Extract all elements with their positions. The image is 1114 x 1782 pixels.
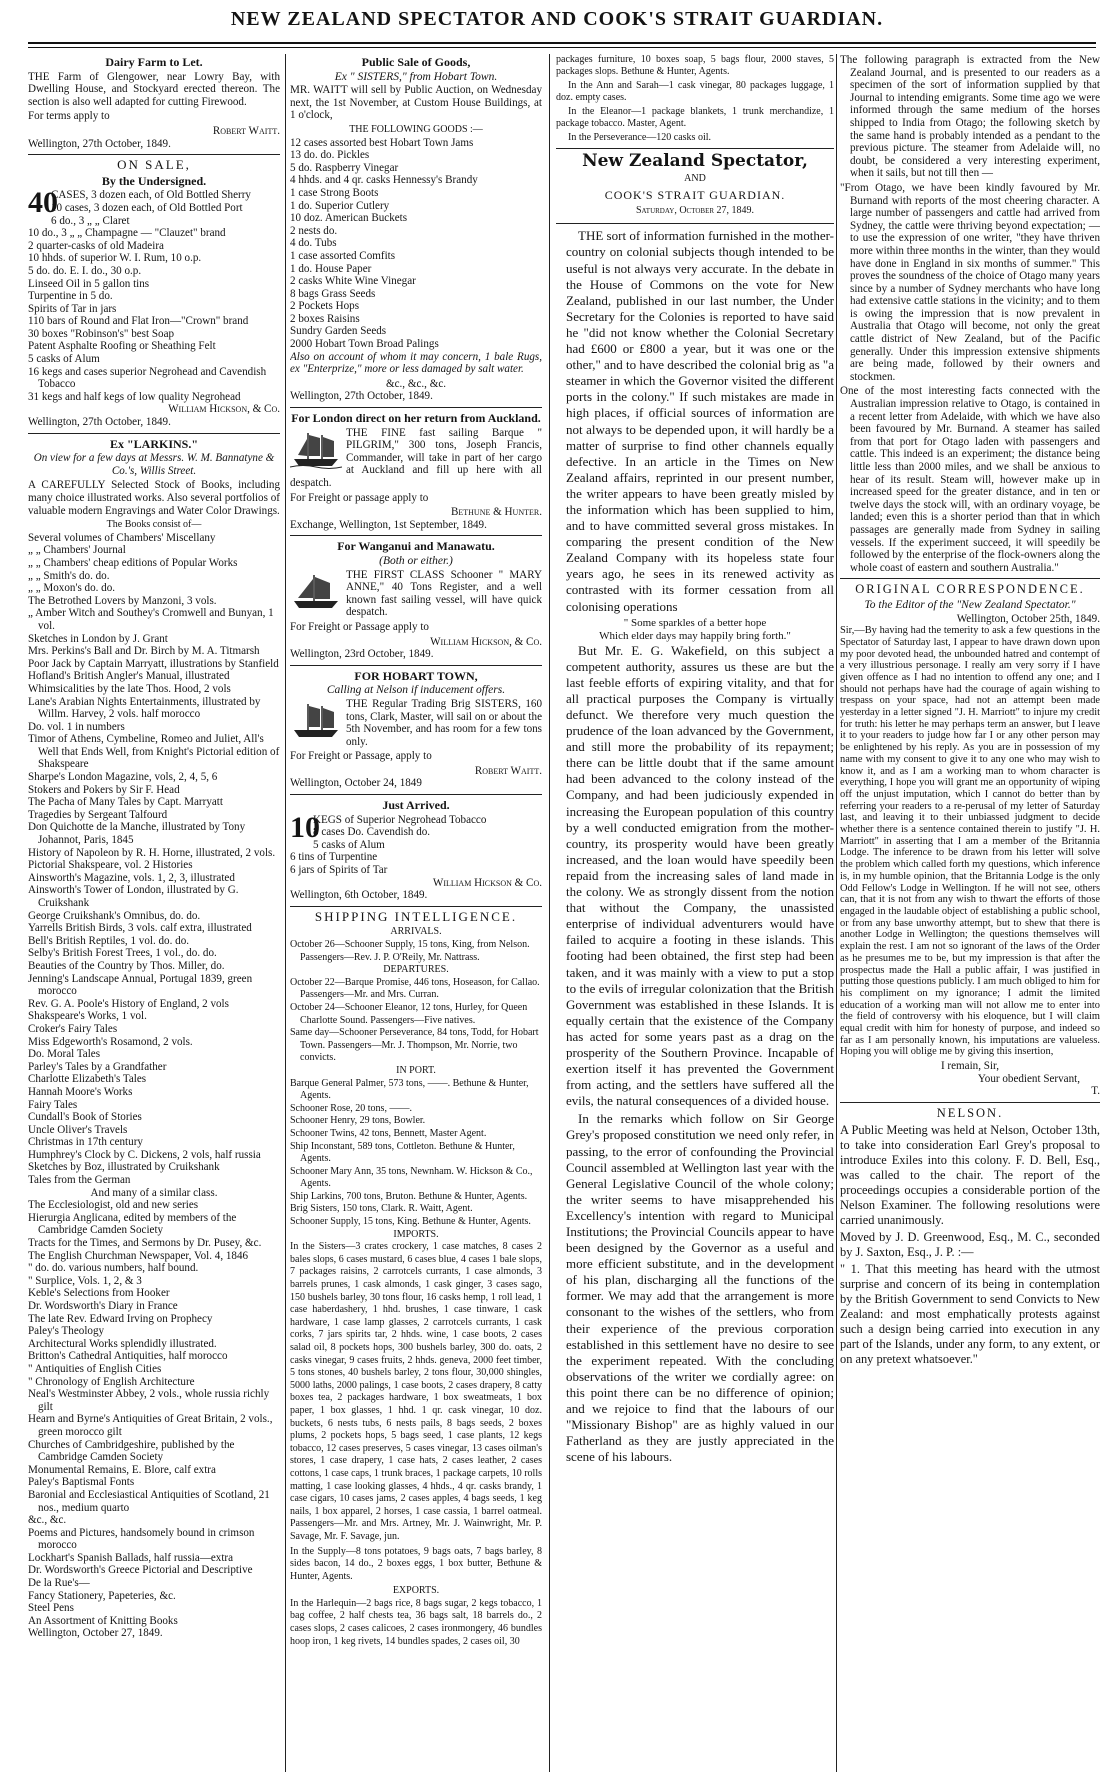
- paper-title-and: AND: [684, 173, 706, 185]
- list-item: Schooner Twins, 42 tons, Bennett, Master Agent.: [290, 1127, 487, 1139]
- list-item: 2 quarter-casks of old Madeira: [28, 239, 164, 252]
- list-item: 6 jars of Spirits of Tar: [290, 864, 388, 877]
- section-title: ORIGINAL CORRESPONDENCE.: [855, 582, 1085, 597]
- list-item: 5 casks of Alum: [313, 838, 385, 851]
- ad-date: Exchange, Wellington, 1st September, 1849.: [290, 518, 487, 531]
- list-item: „ „ Moxon's do. do.: [28, 582, 116, 595]
- list-item: Ship Larkins, 700 tons, Bruton. Bethune & Hunter, Agents.: [290, 1190, 528, 1202]
- list-item: Dr. Wordsworth's Greece Pictorial and Descriptive: [28, 1564, 253, 1577]
- list-item: Linseed Oil in 5 gallon tins: [28, 277, 150, 290]
- list-item: 1 do. House Paper: [290, 262, 372, 275]
- ad-intro: A CAREFULLY Selected Stock of Books, including many choice illustrated works. Also several portfolios of valuable modern Engravings and Water Color Drawings.: [28, 479, 280, 517]
- sale-list: [28, 186, 280, 403]
- separator: [28, 433, 280, 434]
- list-item: The Ecclesiologist, old and new series: [28, 1199, 199, 1212]
- ad-title: ON SALE,: [117, 157, 191, 173]
- list-item: Charlotte Elizabeth's Tales: [28, 1073, 147, 1086]
- list-item: Do. vol. 1 in numbers: [28, 720, 125, 733]
- public-sale-ad: [290, 56, 542, 403]
- ad-following: THE FOLLOWING GOODS :—: [349, 123, 483, 135]
- on-sale-ad: [28, 159, 280, 428]
- imports-text: In the Sisters—3 crates crockery, 1 case matches, 8 cases 2 bales slops, 6 cases mustard, 6 cases blue, 4 cases 1 bale slops, 7 packages raisins, 2 carrotcels currants, 1 case almonds, 3 barrels prunes, 1 cask almonds, 1 cask ginger, 3 cases sago, 150 bushels barley, 30 tons flour, 16 casks hemp, 1 roll lead, 1 case haberdashery, 1 hhd. brushes, 1 case tinware, 1 cask hardware, 1 case lamp glasses, 2 carrotcels currants, 1 cask corks, 7 jars spirits tar, 2 hhds. wine, 1 case boots, 2 cases salad oil, 8 pockets hops, 300 bushels barley, 300 do. oats, 2 casks vinegar, 9 cases fruits, 2 hhds. geneva, 2000 feet timber, 5 tons stones, 40 bushels barley, 2 tons flour, 30,000 shingles, 5000 laths, 2000 palings, 1 case boots, 2 cases drapery, 8 catty boxes tea, 2 packages hardware, 1 box sweatmeats, 1 box paper, 1 box glasses, 1 hhd. 1 qr. cask vinegar, 10 doz. buckets, 6 nests tubs, 6 nests pails, 8 bags seeds, 2 boxes plums, 2 pockets hops, 5 bags seed, 1 case plants, 12 kegs tobacco, 12 cases preserves, 5 cases vinegar, 13 cases oilman's stores, 1 case drapery, 1 case hats, 2 cases leather, 2 cases cottons, 1 case caps, 1 trunk braces, 1 package carpets, 10 rolls matting, 1 case looking glasses, 4 hhds., 4 qr. casks brandy, 1 case cigars, 10 cases jams, 2 cases apples, 4 bags seeds, 1 keg nails, 1 box apparel, 2 horses, 1 case cassia, 1 barrel oatmeal. Passengers—Mr. and Mrs. Artney, Mr. J. Wainwright, Mr. P. Savage, Mr. F. Savage, jun.: [290, 1241, 542, 1542]
- list-item: Hofland's British Angler's Manual, illustrated: [28, 670, 230, 683]
- letter-body: Sir,—By having had the temerity to ask a few questions in the Spectator of Saturday last, I appear to have drawn down upon my poor devoted head, the unbounded hatred and contempt of a very illustrious personage. I really am very sorry if I have given offence as I had no intention to offend any one; and I should not perhaps have had the courage of again wishing to trespass on your space, had not an attempt been made yesterday in a letter signed "J. H. Marriott" to injure my credit for truth: his letter he may perhaps term an answer, but I leave it to your readers to judge how far I or any other person may be enlightened by his reply. As you are in possession of my name with my consent to give it to any one who may wish to know it, and as I am a working man to whom character is everything, I hope you will grant me an opportunity of wiping off the unjust imputation, which I cannot do better than by referring your readers to a re-perusal of my letter of Saturday last, and leaving it to their unbiassed judgment to decide whether there is a sentence contained therein to justify "J. H. Marriott" in asserting that I am a member of the Britannia Lodge. The inference to be drawn from his letter will solve the problem which called forth my questions, which inference is, in my humble opinion, that the Britannia Lodge is the only Odd Fellow's Lodge in Wellington. If he will not see, others can, that it is not from any wish to thwart the efforts of those engaged in the laudable object of establishing a public school, or from any base unworthy attempt, but to shew that there is another Lodge in Wellington; the questions themselves will explain the rest. I am not so ignorant of the laws of the Order as he presumes me to be, but my impression is that after the prospectus made the Hall a public affair, I was justified in putting those questions publicly. I am much obliged to him for his compliment on my ignorance; I admit the limited education of a working man will not allow me to enter into the field of controversy with his eloquence, but I will claim equal credit with him for honesty of purpose, and indeed so far as I am personally known, his imputations are valueless. Hoping you will oblige me by giving this insertion,: [840, 625, 1100, 1058]
- ad-freight: For Freight or Passage, apply to: [290, 750, 432, 763]
- list-item: October 26—Schooner Supply, 15 tons, King, from Nelson. Passengers—Rev. J. P. O'Reily, Mr. Nattrass.: [290, 939, 530, 963]
- ad-body: THE FIRST CLASS Schooner " MARY ANNE," 40 Tons Register, and a well known fast sailing vessel, will have quick despatch.: [346, 568, 542, 619]
- list-item: Dr. Wordsworth's Diary in France: [28, 1300, 178, 1312]
- exports-continued: In the Eleanor—1 package blankets, 1 trunk merchandize, 1 package tobacco. Master, Agent.: [556, 106, 834, 129]
- arrivals-list: [290, 939, 542, 964]
- list-item: 8 bags Grass Seeds: [290, 287, 376, 300]
- editorial-text-2: [556, 643, 834, 1466]
- ad-body: THE Regular Trading Brig SISTERS, 160 tons, Clark, Master, will sail on or about the 5th November, and has room for a few tons only.: [346, 697, 542, 748]
- ad-body: THE FINE fast sailing Barque " PILGRIM," 300 tons, Joseph Francis, Commander, will take in part of her cargo at Auckland and fill up here with all despatch.: [290, 426, 542, 489]
- list-item: Britton's Cathedral Antiquities, half morocco: [28, 1350, 228, 1363]
- list-item: Jenning's Landscape Annual, Portugal 1839, green morocco: [28, 972, 253, 998]
- list-item: The English Churchman Newspaper, Vol. 4, 1846: [28, 1249, 249, 1262]
- list-item: 2 casks White Wine Vinegar: [290, 275, 416, 288]
- list-item: An Assortment of Knitting Books: [28, 1614, 178, 1627]
- ad-title: For London direct on her return from Auckland.: [291, 411, 541, 426]
- list-item: 1 case assorted Comfits: [290, 249, 396, 262]
- list-item: " Chronology of English Architecture: [28, 1375, 195, 1388]
- separator: [290, 535, 542, 536]
- paper-title-blackletter: New Zealand Spectator,: [582, 151, 808, 171]
- ad-signature: Robert Waitt.: [212, 124, 280, 137]
- list-item: Cundall's Book of Stories: [28, 1111, 142, 1124]
- departures-list: [290, 977, 542, 1065]
- subsection-title: EXPORTS.: [392, 1585, 440, 1597]
- ad-date: Wellington, 27th October, 1849.: [28, 137, 171, 150]
- list-item: " do. do. various numbers, half bound.: [28, 1262, 199, 1275]
- list-item: 110 bars of Round and Flat Iron—"Crown" brand: [28, 315, 249, 328]
- list-item: Whimsicalities by the late Thos. Hood, 2 vols: [28, 682, 231, 695]
- list-item: Poor Jack by Captain Marryatt, illustrations by Stanfield: [28, 657, 279, 670]
- list-item: October 22—Barque Promise, 446 tons, Hoseason, for Callao. Passengers—Mr. and Mrs. Curran.: [290, 976, 540, 1001]
- paper-date: Saturday, October 27, 1849.: [635, 205, 755, 217]
- list-item: Ship Inconstant, 589 tons, Cottleton. Bethune & Hunter, Agents.: [290, 1140, 515, 1165]
- ad-etc: &c., &c., &c.: [385, 377, 447, 390]
- list-item: „ „ Smith's do. do.: [28, 569, 110, 582]
- separator: [290, 794, 542, 795]
- list-item: 2000 Hobart Town Broad Palings: [290, 338, 439, 351]
- list-item: Croker's Fairy Tales: [28, 1022, 118, 1035]
- ad-signature: William Hickson, & Co.: [430, 635, 542, 648]
- section-title: NELSON.: [936, 1105, 1004, 1120]
- ad-signature: William Hickson, & Co.: [168, 403, 280, 416]
- list-item: Monumental Remains, E. Blore, calf extra: [28, 1463, 216, 1476]
- list-item: Same day—Schooner Perseverance, 84 tons, Todd, for Hobart Town. Passengers—Mr. J. Thompson, Mr. Norrie, two convicts.: [290, 1027, 539, 1064]
- separator: [840, 1102, 1100, 1103]
- list-item: Keble's Selections from Hooker: [28, 1287, 170, 1300]
- list-item: 30 boxes "Robinson's" best Soap: [28, 327, 175, 340]
- ad-subtitle: Calling at Nelson if inducement offers.: [326, 684, 506, 697]
- nelson-moved: Moved by J. D. Greenwood, Esq., M. C., seconded by J. Saxton, Esq., J. P. :—: [840, 1229, 1100, 1259]
- list-item: 12 cases assorted best Hobart Town Jams: [290, 136, 474, 149]
- ship-icon: [290, 700, 342, 740]
- list-item: The Betrothed Lovers by Manzoni, 3 vols.: [28, 594, 217, 607]
- subsection-title: IN PORT.: [396, 1064, 436, 1076]
- list-item: 5 casks of Alum: [28, 353, 100, 366]
- list-item: " Surplice, Vols. 1, 2, & 3: [28, 1274, 142, 1287]
- list-item: Rev. G. A. Poole's History of England, 2 vols: [28, 997, 229, 1010]
- list-item: 5 do. Raspberry Vinegar: [290, 161, 399, 174]
- big-number: 10: [290, 810, 320, 844]
- letter-close: Your obedient Servant,: [977, 1072, 1080, 1085]
- list-item: Steel Pens: [28, 1602, 74, 1615]
- list-item: Yarrells British Birds, 3 vols. calf extra, illustrated: [28, 922, 252, 935]
- hobart-town-ad: [290, 670, 542, 790]
- ad-freight: For Freight or passage apply to: [290, 491, 429, 504]
- list-item: Churches of Cambridgeshire, published by the Cambridge Camden Society: [28, 1438, 235, 1464]
- list-item: De la Rue's—: [28, 1577, 90, 1590]
- quote-line: Which elder days may happily bring forth.": [599, 629, 791, 642]
- list-item: Hannah Moore's Works: [28, 1085, 133, 1098]
- ad-title: FOR HOBART TOWN,: [354, 668, 478, 683]
- list-item: Ainsworth's Tower of London, illustrated by G. Cruikshank: [28, 884, 239, 909]
- list-item: 31 kegs and half kegs of low quality Negrohead: [28, 390, 241, 403]
- ad-title: For Wanganui and Manawatu.: [337, 539, 495, 554]
- list-item: Barque General Palmer, 573 tons, ——. Bethune & Hunter, Agents.: [290, 1077, 529, 1102]
- nelson-body: A Public Meeting was held at Nelson, October 13th, to take into consideration Earl Grey's proposal to introduce Exiles into this colony. F. D. Bell, Esq., was called to the chair. The report of the proceedings occupies a considerable portion of the Nelson Examiner. The following resolutions were carried unanimously.: [840, 1122, 1100, 1227]
- column-divider: [285, 54, 286, 1772]
- masthead: NEW ZEALAND SPECTATOR AND COOK'S STRAIT GUARDIAN.: [230, 8, 884, 30]
- exports-text: In the Harlequin—2 bags rice, 8 bags sugar, 2 kegs tobacco, 1 bag coffee, 2 half chests tea, 36 bags salt, 18 barrels do., 2 cases slops, 2 cases calicoes, 2 cases ironmongery, 46 bundles hoop iron, 1 keg rivets, 14 bundles spades, 2 cases oil, 30: [290, 1597, 542, 1647]
- in-port-list: [290, 1078, 542, 1229]
- ad-consist: The Books consist of—: [106, 519, 202, 531]
- editorial-text: [556, 228, 834, 614]
- list-item: But Mr. E. G. Wakefield, on this subject a competent authority, assures us these are but the last feeble efforts of expiring vitality, and that for all practical purposes the Company is virtually defunct. We therefore very much question the prudence of the loan advanced by the Government, and still more the probability of its repayment; there can be little doubt that if the same amount had been advanced to the colony instead of the Company, and had been judiciously expended in increasing the European population of this country by a well conducted emigration from the mother-country, its prosperity would have been greatly increased, and the loan would have speedily been repaid from the increasing sales of land made in the colony. We as strongly dissent from the notion that without the Company, the unassisted enterprise of individual adventurers would have failed to acquire a footing in these islands. This footing had been obtained, the first step had been taken, and it was mainly with a view to put a stop to the evils of irregular colonization that the British Government was established in these Islands. It is equally certain that the existence of the Company has acted for some years past as a drag on the prosperity of the Southern Province. Incapable of exertion itself it has prevented the Government from acting, and the settlers have suffered all the evils, the natural consequences of a divided house.: [566, 642, 834, 1109]
- list-item: Fancy Stationery, Papeteries, &c.: [28, 1589, 176, 1602]
- goods-list: [290, 137, 542, 351]
- ad-many: And many of a similar class.: [90, 1186, 218, 1199]
- letter-signature: T.: [1091, 1085, 1100, 1098]
- ad-body: MR. WAITT will sell by Public Auction, on Wednesday next, the 1st November, at Custom House Buildings, at 1 o'clock,: [290, 84, 542, 122]
- subsection-title: DEPARTURES.: [383, 964, 449, 976]
- list-item: 16 kegs and cases superior Negrohead and Cavendish Tobacco: [28, 365, 267, 391]
- list-item: 5 do. do. E. I. do., 30 o.p.: [28, 264, 142, 277]
- list-item: Paley's Baptismal Fonts: [28, 1476, 135, 1489]
- list-item: Schooner Supply, 15 tons, King. Bethune & Hunter, Agents.: [290, 1216, 531, 1228]
- list-item: Architectural Works splendidly illustrated.: [28, 1337, 217, 1350]
- exports-continued: In the Ann and Sarah—1 cask vinegar, 80 packages luggage, 1 doz. empty cases.: [556, 80, 834, 103]
- list-item: „ „ Chambers' Journal: [28, 544, 126, 557]
- list-item: Stokers and Pokers by Sir F. Head: [28, 783, 180, 796]
- list-item: In the remarks which follow on Sir George Grey's proposed constitution we need only refer, in passing, to the error of confounding the Provincial Council assembled at Wellington last year with the General Legislative Council of the whole colony; the writer seems to have misapprehended his Excellency's intention with regard to Municipal Institutions; the Provincial Councils appear to have been designed by the Governor as a useful and more efficient substitute, and in the development of his plan, discharging all the functions of the former. We may add that the arrangement is more consonant to the wishes of the settlers, who from their experience of the previous corporation established in this settlement have no desire to see the experiment repeated. With the concluding observations of the writer we cordially agree: on this point there can be no difference of opinion; and we rejoice to find that the labours of our "Missionary Bishop" are as highly valued in our Fatherland as they are justly appreciated in the scene of his labours.: [566, 1111, 834, 1465]
- ad-date: Wellington, October 27, 1849.: [28, 1627, 163, 1640]
- book-list: [28, 532, 280, 1187]
- list-item: Parley's Tales by a Grandfather: [28, 1060, 167, 1073]
- list-item: 10 do., 3 „ „ Champagne — "Clauzet" brand: [28, 227, 226, 240]
- ad-title: Public Sale of Goods,: [361, 55, 471, 69]
- list-item: Timor of Athens, Cymbeline, Romeo and Juliet, All's Well that Ends Well, from Knight's Pictorial edition of Shakspeare: [28, 733, 280, 771]
- list-item: Tracts for the Times, and Sermons by Dr. Pusey, &c.: [28, 1237, 262, 1250]
- list-item: Schooner Henry, 29 tons, Bowler.: [290, 1115, 426, 1127]
- list-item: 13 do. do. Pickles: [290, 149, 370, 162]
- separator: [556, 223, 834, 224]
- column-4: [840, 54, 1100, 1772]
- list-item: The late Rev. Edward Irving on Prophecy: [28, 1312, 213, 1325]
- ad-title: Just Arrived.: [382, 798, 450, 813]
- list-item: 10 cases, 3 dozen each, of Old Bottled Port: [51, 201, 243, 214]
- list-item: Sketches by Boz, illustrated by Cruikshank: [28, 1161, 220, 1174]
- list-item: 1 case Strong Boots: [290, 186, 379, 199]
- letter-to: To the Editor of the "New Zealand Spectator.": [864, 598, 1076, 611]
- separator: [556, 148, 834, 149]
- list-item: 2 Pockets Hops: [290, 300, 360, 313]
- masthead-rule-thin: [28, 47, 1096, 48]
- list-item: Mrs. Perkins's Ball and Dr. Birch by M. A. Titmarsh: [28, 645, 260, 658]
- list-item: Spirits of Tar in jars: [28, 302, 117, 315]
- ad-terms: For terms apply to: [28, 110, 110, 123]
- list-item: Patent Asphalte Roofing or Sheathing Felt: [28, 340, 216, 353]
- quote-line: " Some sparkles of a better hope: [623, 616, 767, 629]
- ad-date: Wellington, 6th October, 1849.: [290, 889, 428, 902]
- separator: [290, 665, 542, 666]
- list-item: &c., &c.: [28, 1514, 67, 1527]
- just-arrived-ad: [290, 799, 542, 902]
- list-item: Do. Moral Tales: [28, 1048, 101, 1061]
- ad-title: Ex "LARKINS.": [109, 436, 198, 451]
- book-list-2: [28, 1199, 280, 1627]
- list-item: The following paragraph is extracted from the New Zealand Journal, and is presented to our readers as a specimen of the sort of information supplied by that Journal to intending emigrants. Some time ago we were informed through the same medium of the horses shipped to India from Otago; the following sketch by the same hand is probably intended as a pendant to the previous picture. The steamer from Adelaide will, no doubt, be considered a very interesting experiment, when it sails, but not till then —: [840, 54, 1100, 180]
- list-item: October 24—Schooner Eleanor, 12 tons, Hurley, for Queen Charlotte Sound. Passengers—Five natives.: [290, 1001, 528, 1026]
- ship-icon: [290, 571, 342, 611]
- dairy-farm-ad: [28, 56, 280, 150]
- list-item: Brig Sisters, 150 tons, Clark. R. Waitt, Agent.: [290, 1203, 473, 1215]
- list-item: George Cruikshank's Omnibus, do. do.: [28, 909, 201, 922]
- ad-view-note: On view for a few days at Messrs. W. M. Bannatyne & Co.'s, Willis Street.: [33, 452, 275, 477]
- masthead-rule: [28, 42, 1096, 44]
- list-item: „ Amber Witch and Southey's Cromwell and Bunyan, 1 vol.: [28, 607, 274, 632]
- list-item: Several volumes of Chambers' Miscellany: [28, 531, 216, 544]
- list-item: Hierurgia Anglicana, edited by members of the Cambridge Camden Society: [28, 1211, 237, 1237]
- list-item: Neal's Westminster Abbey, 2 vols., whole russia richly gilt: [28, 1388, 270, 1413]
- list-item: Tragedies by Sergeant Talfourd: [28, 808, 168, 821]
- list-item: 2 boxes Raisins: [290, 312, 360, 325]
- ad-signature: William Hickson & Co.: [432, 876, 542, 889]
- ad-body: THE Farm of Glengower, near Lowry Bay, with Dwelling House, and Stockyard erected thereon. The section is also well adapted for cutting Firewood.: [28, 70, 280, 108]
- list-item: Lane's Arabian Nights Entertainments, illustrated by Willm. Harvey, 2 vols. half morocco: [28, 695, 261, 721]
- separator: [290, 407, 542, 408]
- ad-date: Wellington, 27th October, 1849.: [290, 390, 433, 403]
- list-item: KEGS of Superior Negrohead Tobacco: [313, 813, 487, 826]
- ad-also: Also on account of whom it may concern, 1 bale Rugs, ex "Enterprize," more or less damaged by salt water.: [290, 350, 542, 376]
- list-item: Baronial and Ecclesiastical Antiquities of Scotland, 21 nos., medium quarto: [28, 1488, 270, 1514]
- list-item: THE sort of information furnished in the mother-country on colonial subjects though intended to be useful is not always very accurate. In the debate in the House of Commons on the vote for New Zealand, published in our last number, the Under Secretary for the Colonies is reported to have said he "did not know whether the Colonial Secretary had £600 or £800 a year, but it was one or the other," and to have described the colonial brig as "a steamer in which the Governor visited the different ports in the colony." If such mistakes are made in high places, if official sources of information are not always to be depended upon, it will hardly be a matter of surprise to find other channels equally defective. In an article in the Times on New Zealand affairs, reprinted in our present number, the writer appears to have been greatly misled by the information which has been supplied to him, and to have committed several gross mistakes. In comparing the present condition of the New Zealand Company with its hopeless state four years ago, he sees in its renewed activity as contrasted with its former cessation from all colonising operations: [566, 228, 834, 614]
- big-number: 40: [28, 186, 58, 220]
- list-item: Christmas in 17th century: [28, 1136, 143, 1149]
- exports-continued: packages furniture, 10 boxes soap, 5 bags flour, 2000 staves, 5 packages slops. Bethune & Hunter, Agents.: [556, 54, 834, 77]
- list-item: Ainsworth's Magazine, vols. 1, 2, 3, illustrated: [28, 871, 235, 884]
- list-item: Hearn and Byrne's Antiquities of Great Britain, 2 vols., green morocco gilt: [28, 1413, 273, 1438]
- list-item: Sundry Garden Seeds: [290, 325, 387, 338]
- ad-date: Wellington, 23rd October, 1849.: [290, 648, 434, 661]
- list-item: " Antiquities of English Cities: [28, 1362, 162, 1375]
- larkins-books-ad: [28, 438, 280, 1640]
- ad-signature: Bethune & Hunter.: [450, 506, 542, 519]
- list-item: Beauties of the Country by Thos. Miller, do.: [28, 959, 225, 972]
- list-item: 6 do., 3 „ „ Claret: [51, 214, 130, 227]
- paper-title-guardian: COOK'S STRAIT GUARDIAN.: [604, 188, 786, 203]
- list-item: Paley's Theology: [28, 1325, 105, 1338]
- arrived-list: [290, 810, 542, 877]
- list-item: 2 nests do.: [290, 224, 338, 237]
- imports-text: In the Supply—8 tons potatoes, 9 bags oats, 7 bags barley, 8 sides bacon, 14 do., 2 boxes eggs, 1 box butter, Bethune & Hunter, Agents.: [290, 1545, 542, 1582]
- separator: [290, 906, 542, 907]
- list-item: Schooner Mary Ann, 35 tons, Newnham. W. Hickson & Co., Agents.: [290, 1165, 533, 1190]
- column-3: [556, 54, 834, 1772]
- mary-anne-ad: [290, 540, 542, 660]
- column-1: [28, 54, 280, 1772]
- ad-subtitle: By the Undersigned.: [101, 173, 207, 188]
- letter-date: Wellington, October 25th, 1849.: [956, 612, 1100, 625]
- list-item: 10 doz. American Buckets: [290, 212, 408, 225]
- ad-date: Wellington, 27th October, 1849.: [28, 416, 171, 429]
- list-item: Humphrey's Clock by C. Dickens, 2 vols, half russia: [28, 1148, 261, 1161]
- ad-signature: Robert Waitt.: [474, 764, 542, 777]
- exports-continued: In the Perseverance—120 casks oil.: [568, 132, 712, 143]
- separator: [840, 578, 1100, 579]
- list-item: „ „ Chambers' cheap editions of Popular Works: [28, 556, 238, 569]
- list-item: 4 hhds. and 4 qr. casks Hennessy's Brandy: [290, 174, 478, 187]
- list-item: 8 cases Do. Cavendish do.: [313, 826, 431, 839]
- list-item: CASES, 3 dozen each, of Old Bottled Sherry: [51, 189, 251, 202]
- subsection-title: IMPORTS.: [393, 1228, 439, 1240]
- list-item: Pictorial Shakspeare, vol. 2 Histories: [28, 859, 193, 872]
- pilgrim-ad: [290, 412, 542, 531]
- column-2: [290, 54, 542, 1772]
- list-item: Lockhart's Spanish Ballads, half russia—extra: [28, 1551, 234, 1564]
- list-item: Don Quichotte de la Manche, illustrated by Tony Johannot, Paris, 1845: [28, 821, 246, 847]
- list-item: Fairy Tales: [28, 1098, 78, 1111]
- list-item: Sketches in London by J. Grant: [28, 632, 168, 645]
- shipping-intelligence: [290, 908, 542, 1648]
- list-item: Turpentine in 5 do.: [28, 290, 113, 303]
- list-item: 1 do. Superior Cutlery: [290, 199, 390, 212]
- journal-extract: [840, 54, 1100, 574]
- ad-date: Wellington, October 24, 1849: [290, 777, 422, 790]
- list-item: Miss Edgeworth's Rosamond, 2 vols.: [28, 1035, 193, 1048]
- ad-title: Dairy Farm to Let.: [105, 55, 203, 69]
- list-item: The Pacha of Many Tales by Capt. Marryatt: [28, 796, 223, 809]
- list-item: Selby's British Forest Trees, 1 vol., do. do.: [28, 947, 217, 960]
- subsection-title: ARRIVALS.: [390, 926, 442, 938]
- column-divider: [549, 54, 550, 1772]
- list-item: Bell's British Reptiles, 1 vol. do. do.: [28, 934, 190, 947]
- section-title: SHIPPING INTELLIGENCE.: [314, 908, 518, 924]
- list-item: Shakspeare's Works, 1 vol.: [28, 1010, 147, 1023]
- list-item: Uncle Oliver's Travels: [28, 1123, 128, 1136]
- list-item: One of the most interesting facts connected with the Australian impression relative to Otago, is contained in a recent letter from Adelaide, with which we have also been favoured by Mr. Burnand. A steamer has sailed from that port for Otago laden with passengers and cattle. This indeed is an experiment; the distance being little less than 2000 miles, and we shall be anxious to hear of its result. Steam will, however make up in increased speed for the greater distance, and in ten or twelve days the stock will, with an ordinary voyage, be landed; even this is a shorter period than that in which passages are generally made from Sydney in sailing vessels. If the experiment succeed, it will speedily be followed by the enterprise of the flock-owners along the whole coast of eastern and southern Australia.": [840, 385, 1100, 574]
- ad-freight: For Freight or Passage apply to: [290, 620, 429, 633]
- separator: [28, 154, 280, 155]
- nelson-resolution: " 1. That this meeting has heard with the utmost surprise and concern of its being in contemplation by the British Government to send Convicts to New Zealand: and most emphatically protests against such a design being carried into execution in any part of the Islands, under any form, to any extent, or on any pretext whatsoever.": [840, 1261, 1100, 1366]
- list-item: Sharpe's London Magazine, vols, 2, 4, 5, 6: [28, 771, 218, 784]
- ship-icon: [290, 429, 342, 469]
- column-divider: [836, 54, 837, 1772]
- letter-close: I remain, Sir,: [940, 1060, 1000, 1073]
- list-item: Schooner Rose, 20 tons, ——.: [290, 1102, 412, 1114]
- list-item: History of Napoleon by R. H. Horne, illustrated, 2 vols.: [28, 846, 276, 859]
- list-item: Poems and Pictures, handsomely bound in crimson morocco: [28, 1526, 255, 1552]
- list-item: 6 tins of Turpentine: [290, 851, 378, 864]
- list-item: 10 hhds. of superior W. I. Rum, 10 o.p.: [28, 252, 202, 265]
- ad-subtitle: (Both or either.): [379, 554, 453, 567]
- list-item: Tales from the German: [28, 1174, 131, 1187]
- ad-subtitle: Ex " SISTERS," from Hobart Town.: [334, 70, 498, 83]
- list-item: "From Otago, we have been kindly favoured by Mr. Burnand with reports of the most cheering character. A large number of passengers and cattle had arrived from Sydney, the cattle were thriving beyond expectation; —to use the expression of one writer, "they have thriven more within three months in the winter, than they would have done in England in six months of summer." This proves the soundness of the choice of Otago many years since by a number of Sydney merchants who have long had extensive cattle stations in the vicinity; and to them is owing the impression that is now prevalent in Australia that Otago will become, not only the great cattle district of New Zealand, but of the Pacific generally. Under this impression extensive shipments are being made, followed by their owners and stockmen.: [840, 181, 1100, 383]
- list-item: 4 do. Tubs: [290, 237, 337, 250]
